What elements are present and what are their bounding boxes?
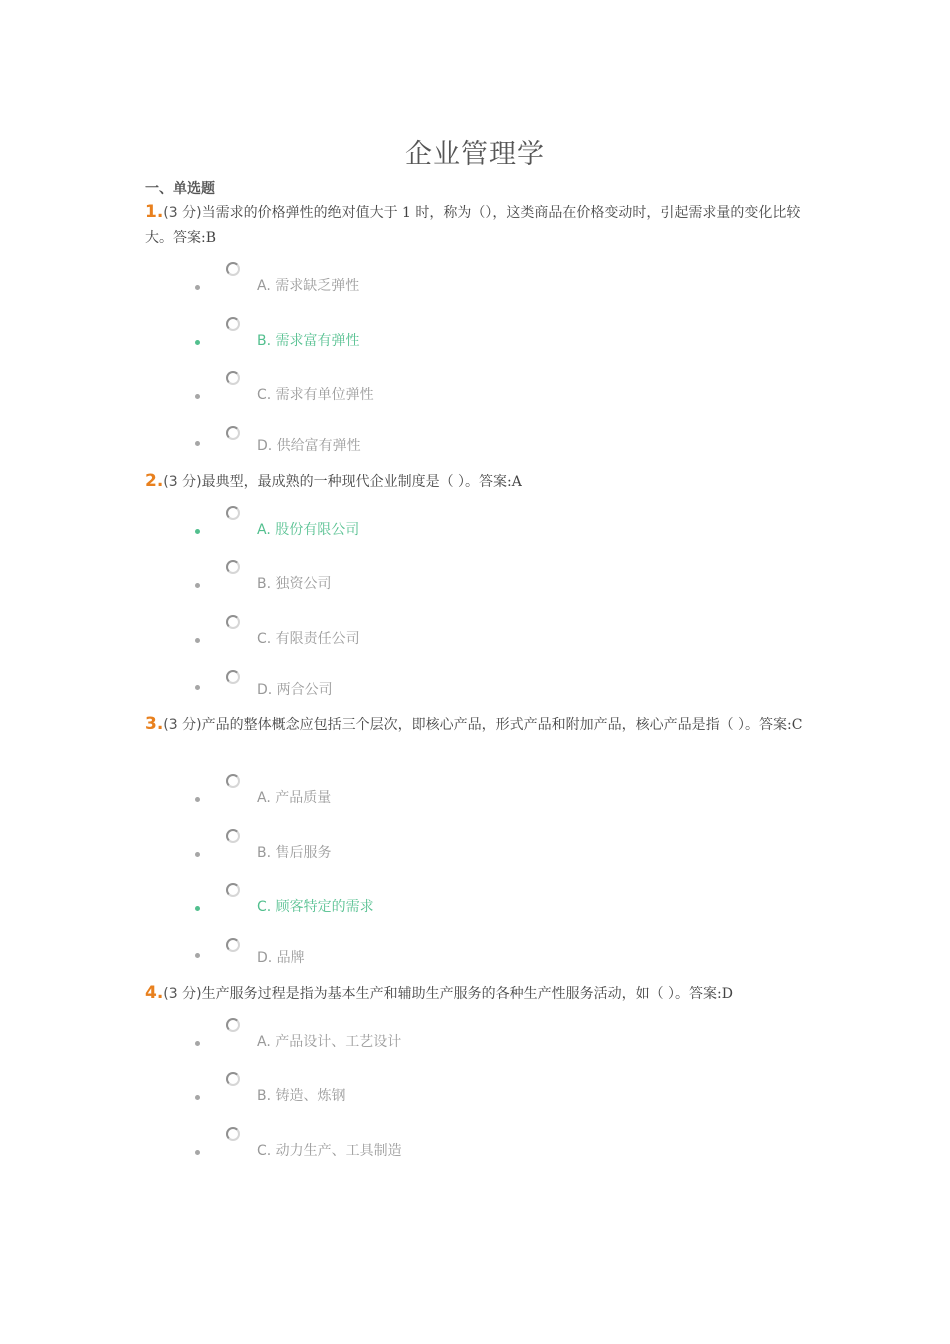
option-label: A. 需求缺乏弹性	[257, 278, 360, 294]
option-1a[interactable]	[195, 262, 595, 298]
bullet-icon	[195, 441, 200, 446]
bullet-icon	[195, 1150, 200, 1155]
question-text: 最典型，最成熟的一种现代企业制度是（ ）。答案:A	[201, 474, 522, 490]
option-label: D. 品牌	[257, 950, 305, 966]
option-label: B. 需求富有弹性	[257, 333, 360, 349]
radio-button-icon[interactable]	[226, 883, 240, 897]
bullet-icon	[195, 340, 200, 345]
radio-button-icon[interactable]	[226, 774, 240, 788]
question-score: (3 分)	[163, 205, 202, 221]
question-3	[145, 712, 810, 738]
question-1	[145, 200, 810, 251]
question-2	[145, 469, 810, 495]
radio-button-icon[interactable]	[226, 317, 240, 331]
option-label: D. 供给富有弹性	[257, 438, 361, 454]
bullet-icon	[195, 583, 200, 588]
question-4	[145, 981, 810, 1007]
option-label: A. 股份有限公司	[257, 522, 360, 538]
radio-button-icon[interactable]	[226, 371, 240, 385]
radio-button-icon[interactable]	[226, 262, 240, 276]
bullet-icon	[195, 953, 200, 958]
radio-button-icon[interactable]	[226, 615, 240, 629]
option-label: C. 有限责任公司	[257, 631, 360, 647]
option-label: B. 售后服务	[257, 845, 332, 861]
option-label: C. 顾客特定的需求	[257, 899, 374, 915]
bullet-icon	[195, 1095, 200, 1100]
question-score: (3 分)	[163, 986, 202, 1002]
radio-button-icon[interactable]	[226, 1072, 240, 1086]
option-label: C. 动力生产、工具制造	[257, 1143, 402, 1159]
radio-button-icon[interactable]	[226, 829, 240, 843]
option-4a[interactable]	[195, 1018, 595, 1054]
bullet-icon	[195, 394, 200, 399]
option-label: A. 产品质量	[257, 790, 332, 806]
option-4b[interactable]	[195, 1072, 595, 1108]
option-3d[interactable]	[195, 938, 595, 974]
option-2b[interactable]	[195, 560, 595, 596]
option-2d[interactable]	[195, 670, 595, 706]
section-heading: 一、单选题	[145, 181, 215, 197]
bullet-icon	[195, 638, 200, 643]
radio-button-icon[interactable]	[226, 1127, 240, 1141]
page-title: 企业管理学	[405, 139, 545, 170]
question-number: 1.	[145, 202, 164, 222]
question-text: 当需求的价格弹性的绝对值大于 1 时，称为（），这类商品在价格变动时，引起需求量的变化比较大。答案:B	[145, 205, 801, 246]
option-label: A. 产品设计、工艺设计	[257, 1034, 402, 1050]
bullet-icon	[195, 797, 200, 802]
question-number: 3.	[145, 714, 164, 734]
option-3c[interactable]	[195, 883, 595, 919]
radio-button-icon[interactable]	[226, 670, 240, 684]
radio-button-icon[interactable]	[226, 1018, 240, 1032]
option-2a[interactable]	[195, 506, 595, 542]
bullet-icon	[195, 906, 200, 911]
option-label: B. 铸造、炼钢	[257, 1088, 346, 1104]
radio-button-icon[interactable]	[226, 426, 240, 440]
question-number: 4.	[145, 983, 164, 1003]
radio-button-icon[interactable]	[226, 506, 240, 520]
option-label: C. 需求有单位弹性	[257, 387, 374, 403]
bullet-icon	[195, 852, 200, 857]
option-1b[interactable]	[195, 317, 595, 353]
question-text: 产品的整体概念应包括三个层次，即核心产品，形式产品和附加产品，核心产品是指（ ）。答案:C	[201, 717, 803, 733]
bullet-icon	[195, 1041, 200, 1046]
option-3a[interactable]	[195, 774, 595, 810]
radio-button-icon[interactable]	[226, 560, 240, 574]
bullet-icon	[195, 685, 200, 690]
bullet-icon	[195, 285, 200, 290]
bullet-icon	[195, 529, 200, 534]
option-label: D. 两合公司	[257, 682, 333, 698]
option-4c[interactable]	[195, 1127, 595, 1163]
option-label: B. 独资公司	[257, 576, 332, 592]
question-score: (3 分)	[163, 474, 202, 490]
option-1c[interactable]	[195, 371, 595, 407]
question-text: 生产服务过程是指为基本生产和辅助生产服务的各种生产性服务活动，如（ ）。答案:D	[201, 986, 733, 1002]
option-1d[interactable]	[195, 426, 595, 462]
question-score: (3 分)	[163, 717, 202, 733]
option-2c[interactable]	[195, 615, 595, 651]
radio-button-icon[interactable]	[226, 938, 240, 952]
question-number: 2.	[145, 471, 164, 491]
option-3b[interactable]	[195, 829, 595, 865]
